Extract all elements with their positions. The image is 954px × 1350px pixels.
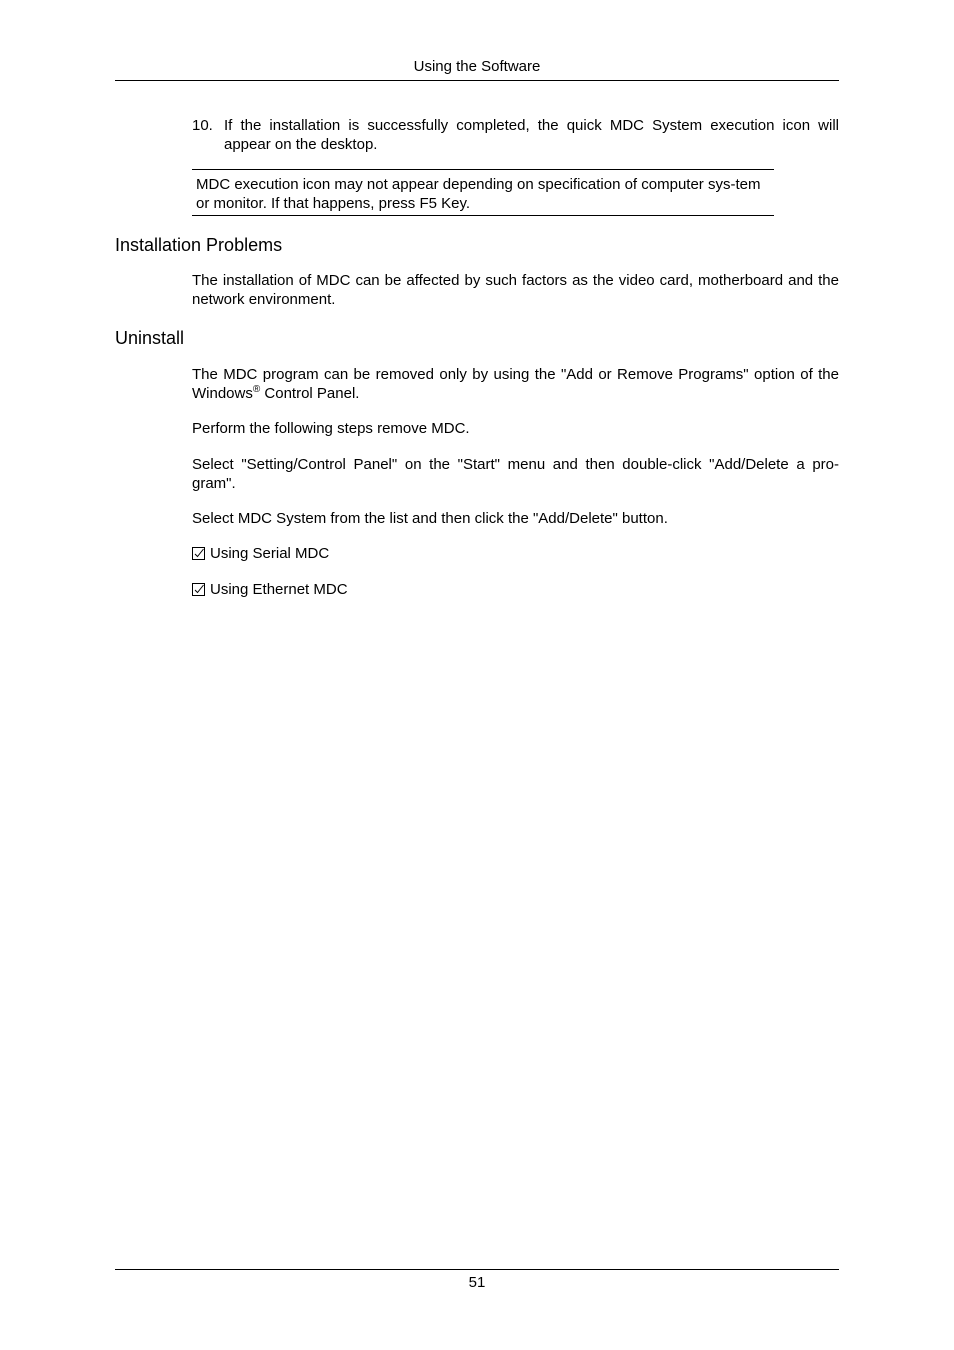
link-label[interactable]: Using Ethernet MDC xyxy=(210,581,348,598)
step-text: If the installation is successfully completed, the quick MDC System execution icon will appear on the desktop. xyxy=(224,117,839,153)
note-text: MDC execution icon may not appear depending on specification of computer sys-tem or monitor. If that happens, press F5 Key. xyxy=(196,176,761,212)
step-item-10 xyxy=(192,116,839,154)
uninstall-heading: Uninstall xyxy=(115,328,185,348)
uninstall-p1-after: Control Panel. xyxy=(260,385,360,402)
installation-problems-text: The installation of MDC can be affected by such factors as the video card, motherboard and the network environment. xyxy=(192,272,839,308)
step-number: 10. xyxy=(192,117,213,134)
uninstall-paragraph-4: Select MDC System from the list and then click the "Add/Delete" button. xyxy=(192,510,668,527)
uninstall-paragraph-1 xyxy=(192,365,839,403)
page-footer xyxy=(115,1269,839,1292)
registered-mark: ® xyxy=(252,384,261,395)
uninstall-paragraph-2: Perform the following steps remove MDC. xyxy=(192,420,470,437)
uninstall-paragraph-3: Select "Setting/Control Panel" on the "Start" menu and then double-click "Add/Delete a pro-gram". xyxy=(192,456,839,492)
checkbox-link-icon xyxy=(192,582,205,601)
link-using-serial-mdc[interactable] xyxy=(192,544,329,565)
uninstall-p1-before: The MDC program can be removed only by using the "Add or Remove Programs" option of the Windows xyxy=(192,366,839,402)
installation-problems-heading: Installation Problems xyxy=(115,235,283,255)
page-header xyxy=(115,58,839,81)
link-using-ethernet-mdc[interactable] xyxy=(192,580,348,601)
checkbox-link-icon xyxy=(192,546,205,565)
header-title: Using the Software xyxy=(413,58,541,75)
note-box xyxy=(192,169,774,216)
page-number: 51 xyxy=(468,1274,486,1291)
link-label[interactable]: Using Serial MDC xyxy=(210,545,330,562)
